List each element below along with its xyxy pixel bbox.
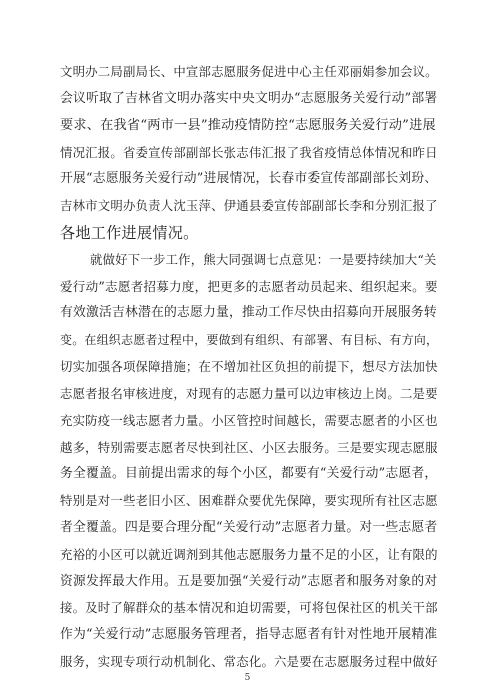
text-line: 情况汇报。省委宣传部副部长张志伟汇报了我省疫情总体情况和昨日: [60, 144, 438, 160]
text-line: 要求、在我省“两市一县”推动疫情防控“志愿服务关爱行动”进展: [60, 117, 436, 133]
text-line: 开展“志愿服务关爱行动”进展情况，长春市委宣传部副部长刘玢、: [60, 171, 438, 187]
text-line: 志愿者报名审核进度，对现有的志愿力量可以边审核边上岗。二是要: [60, 385, 438, 401]
text-line: 资源发挥最大作用。五是要加强“关爱行动”志愿者和服务对象的对: [60, 573, 438, 589]
text-line: 充裕的小区可以就近调剂到其他志愿服务力量不足的小区，让有限的: [60, 546, 438, 562]
text-line: 接。及时了解群众的基本情况和迫切需要，可将包保社区的机关干部: [60, 600, 438, 616]
paragraph-first-line: 就做好下一步工作，熊大同强调七点意见：一是要持续加大“关: [90, 251, 437, 267]
text-line: 各地工作进展情况。: [60, 223, 199, 242]
text-line: 者全覆盖。四是要合理分配“关爱行动”志愿者力量。对一些志愿者: [60, 519, 438, 535]
text-line: 作为“关爱行动”志愿服务管理者，指导志愿者有针对性地开展精准: [60, 627, 438, 643]
text-line: 有效激活吉林潜在的志愿力量，推动工作尽快由招募向开展服务转: [60, 305, 437, 321]
text-line: 越多，特别需要志愿者尽快到社区、小区去服务。三是要实现志愿服: [60, 439, 438, 455]
text-line: 切实加强各项保障措施；在不增加社区负担的前提下，想尽方法加快: [60, 359, 438, 374]
text-line: 务全覆盖。目前提出需求的每个小区，都要有“关爱行动”志愿者，: [60, 466, 438, 482]
text-line: 文明办二局副局长、中宣部志愿服务促进中心主任邓丽娟参加会议。: [60, 64, 438, 79]
text-line: 吉林市文明办负责人沈玉萍、伊通县委宣传部副部长李和分别汇报了: [60, 198, 438, 214]
text-line: 会议听取了吉林省文明办落实中央文明办“志愿服务关爱行动”部署: [60, 90, 438, 106]
text-line: 服务，实现专项行动机制化、常态化。六是要在志愿服务过程中做好: [60, 654, 438, 669]
text-line: 变。在组织志愿者过程中，要做到有组织、有部署、有目标、有方向，: [60, 333, 439, 348]
text-line: 爱行动”志愿者招募力度，把更多的志愿者动员起来、组织起来。要: [60, 278, 438, 294]
text-line: 特别是对一些老旧小区、困难群众要优先保障，要实现所有社区志愿: [60, 493, 438, 509]
page-number: 5: [244, 673, 251, 683]
text-line: 充实防疫一线志愿者力量。小区管控时间越长，需要志愿者的小区也: [60, 412, 438, 428]
